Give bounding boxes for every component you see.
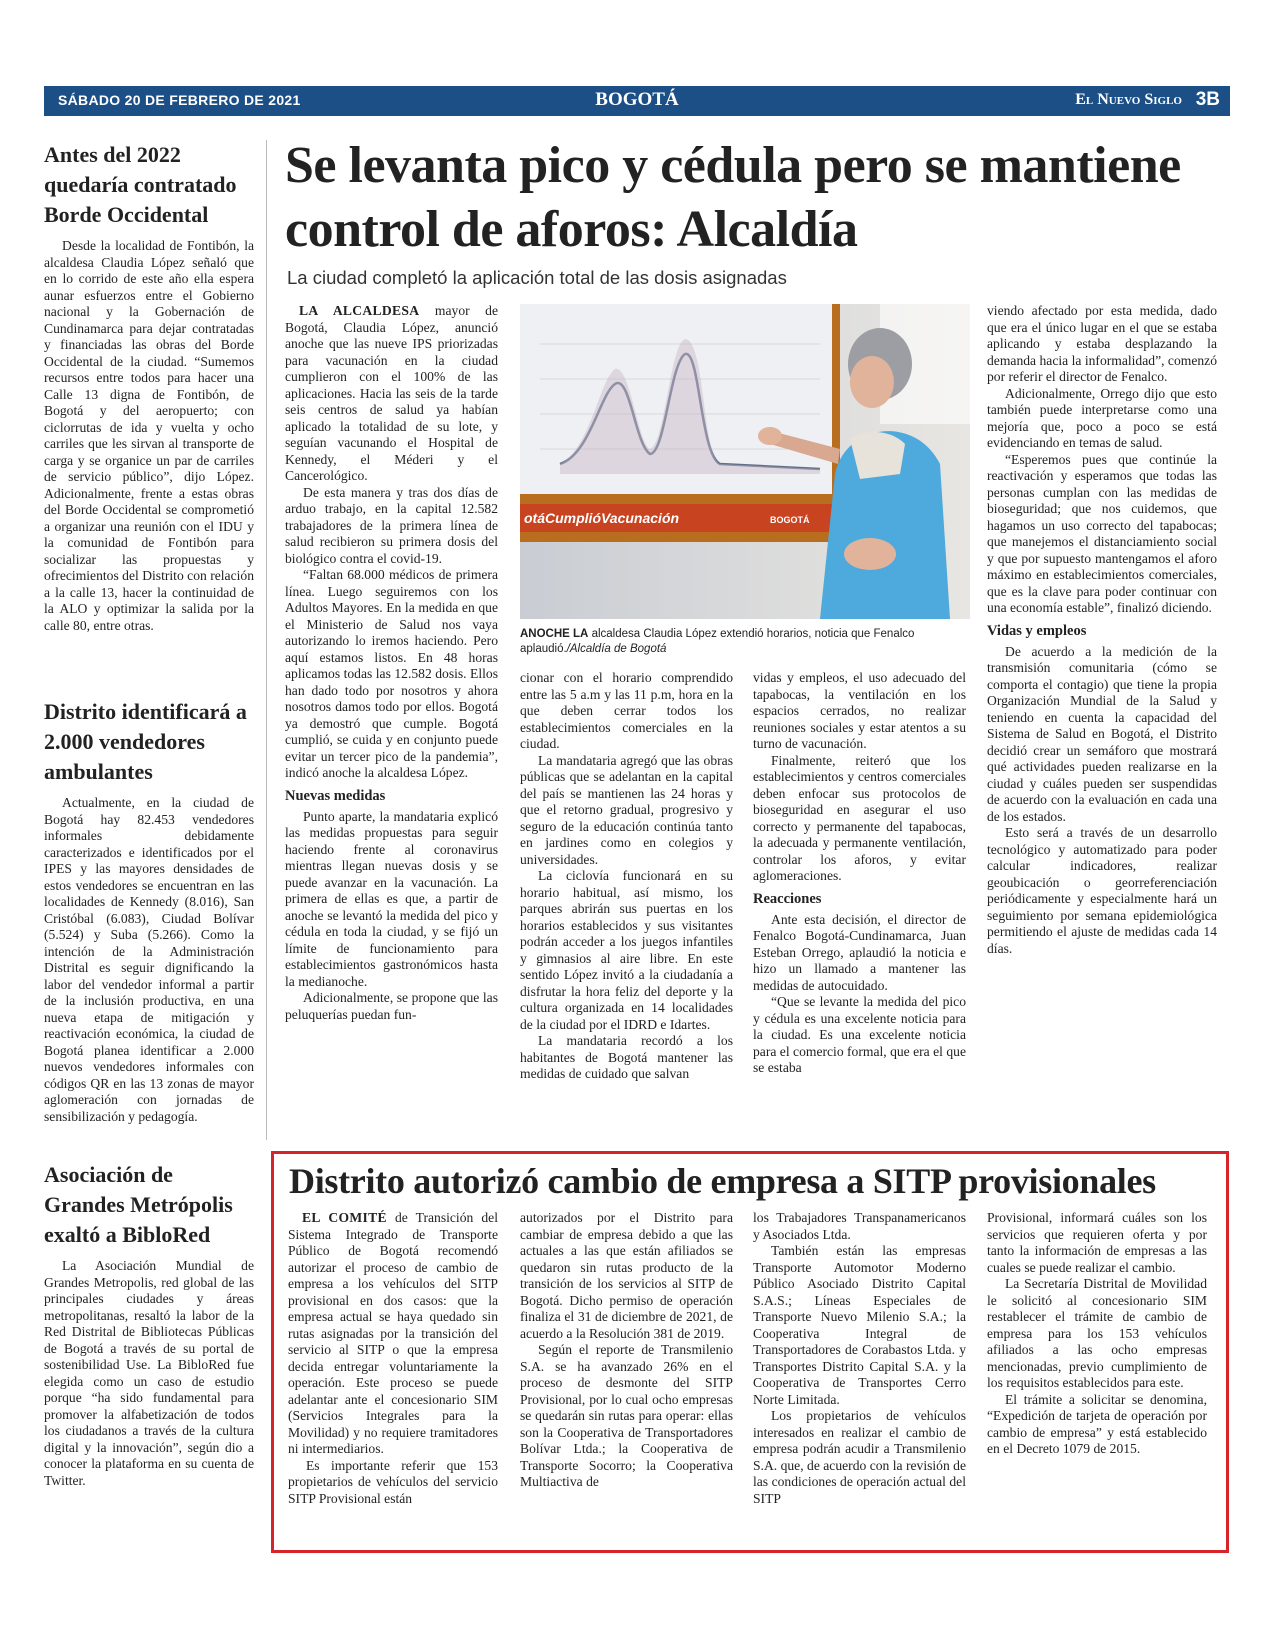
paragraph: Adicionalmente, se propone que las peluquerías puedan fun-	[285, 990, 498, 1022]
paragraph: La ciclovía funcionará en su horario habitual, así mismo, los parques abrirán sus puertas en los horarios establecidos y sus visitantes podrán acceder a los juegos infantiles y gimnasios al aire libre. En este sentido López invitó a la ciudadanía a disfrutar la hora feliz del deporte y la cultura organizada en 14 localidades de la ciudad por el IDRD e Idartes.	[520, 868, 733, 1032]
main-deck: La ciudad completó la aplicación total de las dosis asignadas	[287, 267, 787, 288]
screen-logo-text: BOGOTÁ	[770, 515, 810, 525]
main-column-3	[753, 670, 966, 1077]
masthead-bar	[44, 86, 1230, 116]
news-photo	[520, 304, 970, 619]
box-column-1	[288, 1210, 498, 1507]
paragraph: Ante esta decisión, el director de Fenalco Bogotá-Cundinamarca, Juan Esteban Orrego, aplaudió la noticia e hizo un llamado a mantener las medidas de autocuidado.	[753, 911, 966, 993]
page-number: 3B	[1195, 89, 1220, 110]
main-column-4	[987, 303, 1217, 957]
paragraph: De acuerdo a la medición de la transmisión comunitaria (cómo se comporta el contagio) que tiene la propia Organización Mundial de la Salud y teniendo en cuenta la capacidad del Sistema de Salud en Bogotá, el Distrito decidió crear un semáforo que mostrará qué actividades pueden realizarse en la ciudad y cuáles pueden ser suspendidas de acuerdo con la evaluación en cada una de los estados.	[987, 643, 1217, 824]
paragraph: “Que se levante la medida del pico y cédula es una excelente noticia para la ciudad. Es una excelente noticia para el comercio formal, que era el que se estaba	[753, 994, 966, 1075]
sidebar-body: Desde la localidad de Fontibón, la alcaldesa Claudia López señaló que en lo corrido de este año ella espera aunar esfuerzos entre el Gobierno nacional y la Gobernación de Cundinamarca para dejar contratadas y financiadas las obras del Borde Occidental de la ciudad. “Sumemos recursos entre todos para hacer una Calle 13 digna de Fontibón, de Bogotá y del aeropuerto; con ciclorrutas de ida y vuelta y ocho carriles que les sirvan al transporte de carga y se organice un par de carriles de servicio público”, dijo López. Adicionalmente, frente a estas obras del Borde Occidental se comprometió a organizar una reunión con el IDU y la comunidad de Fontibón para socializar las propuestas y ofrecimientos del Distrito con relación a la calle 13, hacer la continuidad de la ALO y optimizar la salida por la calle 80, entre otras.	[44, 238, 254, 633]
subheading: Nuevas medidas	[285, 787, 386, 804]
main-headline: Se levanta pico y cédula pero se mantiene control de aforos: Alcaldía	[285, 137, 1181, 258]
paragraph: los Trabajadores Transpanamericanos y Asociados Ltda.	[753, 1210, 966, 1242]
caption-text: alcaldesa Claudia López extendió horarios, noticia que Fenalco aplaudió.	[520, 628, 915, 655]
paragraph: viendo afectado por esta medida, dado que era el único lugar en el que se estaba aplicando y estaba desplazando la demanda hacia la informalidad”, comenzó por referir el director de Fenalco.	[987, 303, 1217, 384]
paragraph: Punto aparte, la mandataria explicó las medidas propuestas para seguir haciendo frente al coronavirus mientras llegan nuevas dosis y se puede avanzar en la vacunación. La primera de ellas es que, a partir de anoche se levantó la medida del pico y cédula en toda la ciudad, y se fijó un límite de funcionamiento para establecimientos gastronómicos hasta la medianoche.	[285, 808, 498, 989]
caption-lead: ANOCHE LA	[520, 628, 589, 640]
paragraph: La Secretaría Distrital de Movilidad le solicitó al concesionario SIM restablecer el trámite de cambio de empresa para los 153 vehículos afiliados a las ocho empresas mencionadas, previo cumplimiento de los requisitos establecidos para este.	[987, 1276, 1207, 1390]
paragraph: También están las empresas Transporte Automotor Moderno Público Asociado Distrito Capital S.A.S.; Líneas Especiales de Transporte Nuevo Milenio S.A.; la Cooperativa Integral de Transportadores de Corabastos Ltda. y Transportes Distrito Capital S.A. y la Cooperativa de Transportes Cerro Norte Limitada.	[753, 1243, 966, 1407]
lead-in: EL COMITÉ	[302, 1210, 387, 1225]
box-column-3	[753, 1210, 966, 1507]
issue-date: SÁBADO 20 DE FEBRERO DE 2021	[58, 92, 301, 108]
photo-caption	[520, 627, 960, 657]
sidebar-headline: Distrito identificará a 2.000 vendedores ambulantes	[44, 699, 247, 784]
paragraph: Esto será a través de un desarrollo tecnológico y automatizado para poder calcular indicadores, realizar geoubicación o georreferenciación periódicamente y especialmente hará un seguimiento por semana epidemiológica permitiendo el ajuste de medidas cada 14 días.	[987, 825, 1217, 956]
column-divider	[266, 140, 267, 1140]
paragraph: cionar con el horario comprendido entre las 5 a.m y las 11 p.m, hora en la que deben cerrar todos los establecimientos comerciales en la ciudad.	[520, 670, 733, 751]
sidebar-headline: Antes del 2022 quedaría contratado Borde Occidental	[44, 142, 237, 227]
sidebar-headline: Asociación de Grandes Metrópolis exaltó a BibloRed	[44, 1162, 233, 1247]
newspaper-name: El Nuevo Siglo	[1075, 91, 1182, 108]
paragraph: La mandataria agregó que las obras públicas que se adelantan en la capital del país se mantienen las 24 horas y que el retorno gradual, progresivo y seguro de la educación continúa tanto en jardines como en colegios y universidades.	[520, 752, 733, 867]
sidebar-story-vendedores	[44, 697, 254, 1125]
paragraph: El trámite a solicitar se denomina, “Expedición de tarjeta de operación por cambio de empresa” y está establecido en el Decreto 1079 de 2015.	[987, 1391, 1207, 1456]
paragraph: Provisional, informará cuáles son los servicios que requieren oferta y por tanto la información de empresas a las cuales se puede realizar el cambio.	[987, 1210, 1207, 1275]
paragraph: Adicionalmente, Orrego dijo que esto también puede interpretarse como una mejoría que, poco a poco se está evidenciando en temas de salud.	[987, 385, 1217, 450]
paragraph: mayor de Bogotá, Claudia López, anunció anoche que las nueve IPS priorizadas para vacunación en la ciudad cumplieron con el 100% de las aplicaciones. Hacia las seis de la tarde seis centros de salud ya habían aplicado la totalidad de su lote, y seguían vacunando el Hospital de Kennedy, el Méderi y el Cancerológico.	[285, 303, 499, 483]
paragraph: La mandataria recordó a los habitantes de Bogotá mantener las medidas de cuidado que salvan	[520, 1033, 733, 1081]
section-name: BOGOTÁ	[595, 89, 679, 110]
paragraph: “Faltan 68.000 médicos de primera línea. Luego seguiremos con los Adultos Mayores. En la medida en que el Ministerio de Salud nos vaya autorizando lo iremos haciendo. Pero aquí estamos listos. En 48 horas aplicamos todas las 12.582 dosis. Ellos han dado todo por nosotros y ahora nosotros damos todo por ellos. Bogotá ya demostró que cumple. Bogotá cumplió, se cuida y en conjunto puede evitar un tercer pico de la pandemia”, indicó anoche la alcaldesa López.	[285, 567, 498, 780]
paragraph: Finalmente, reiteró que los establecimientos y centros comerciales deben enfocar sus protocolos de bioseguridad en asegurar el uso correcto y permanente del tapabocas, la adecuada y permanente ventilación, controlar los aforos, y evitar aglomeraciones.	[753, 752, 966, 883]
screen-banner-text: otáCumplióVacunación	[524, 510, 680, 526]
box-headline: Distrito autorizó cambio de empresa a SITP provisionales	[289, 1161, 1156, 1201]
sidebar-story-biblored	[44, 1160, 254, 1489]
paragraph: “Esperemos pues que continúe la reactivación y esperamos que todas las personas cumplan con las medidas de bioseguridad; que nos cuidemos, que hagamos un uso correcto del tapabocas; que manejemos el distanciamiento social y que por supuesto mantengamos el aforo máximo en establecimientos comerciales, que es la clave para poder continuar con una economía estable”, finalizó diciendo.	[987, 451, 1217, 615]
paragraph: Los propietarios de vehículos interesados en realizar el cambio de empresa podrán acudir a Transmilenio S.A. que, de acuerdo con la revisión de las condiciones de operación actual del SITP	[753, 1408, 966, 1506]
paragraph: Según el reporte de Transmilenio S.A. se ha avanzado 26% en el proceso de desmonte del SITP Provisional, por lo cual ocho empresas se quedarán sin rutas para operar: ellas son la Cooperativa de Transportadores Bolívar Ltda.; la Cooperativa de Transporte Socorro; la Cooperativa Multiactiva de	[520, 1342, 733, 1489]
main-column-1	[285, 303, 498, 1023]
photo-illustration	[520, 304, 970, 619]
subheading: Reacciones	[753, 890, 822, 907]
sidebar-body: La Asociación Mundial de Grandes Metropolis, red global de las principales ciudades y áreas metropolitanas, resaltó la labor de la Red Distrital de Bibliotecas Públicas de Bogotá a través de su portal de sostenibilidad Use. La BibloRed fue elegida como un caso de estudio porque “ha sido fundamental para promover la alfabetización de todos los ciudadanos a través de la cultura digital y la innovación”, según dio a conocer la plataforma en su cuenta de Twitter.	[44, 1258, 254, 1488]
sidebar-body: Actualmente, en la ciudad de Bogotá hay 82.453 vendedores informales debidamente caracterizados e identificados por el IPES y las mayores densidades de estos vendedores se encuentran en las localidades de Kennedy (8.016), San Cristóbal (6.083), Ciudad Bolívar (5.524) y Suba (5.266). Como la intención de la Administración Distrital es seguir dignificando la labor del vendedor informal a partir de la inclusión productiva, en una nueva etapa de mitigación y reactivación económica, la ciudad de Bogotá planea identificar a 2.000 nuevos vendedores informales con códigos QR en las 13 zonas de mayor aglomeración con jornadas de sensibilización y pedagogía.	[44, 795, 254, 1124]
box-column-4	[987, 1210, 1207, 1458]
paragraph: De esta manera y tras dos días de arduo trabajo, en la capital 12.582 trabajadores de la primera línea de salud recibieron su primera dosis del biológico contra el covid-19.	[285, 484, 498, 566]
paragraph: autorizados por el Distrito para cambiar de empresa debido a que las actuales a las que están afiliados se quedaron sin rutas producto de la transición de los servicios al SITP de Bogotá. Dicho permiso de operación finaliza el 31 de diciembre de 2021, de acuerdo a la Resolución 381 de 2019.	[520, 1210, 733, 1341]
main-column-2	[520, 670, 733, 1083]
lead-in: LA ALCALDESA	[299, 303, 420, 318]
box-column-2	[520, 1210, 733, 1491]
paragraph: de Transición del Sistema Integrado de Transporte Público de Bogotá recomendó autorizar el proceso de cambio de empresa a los vehículos del SITP provisional en dos casos: que la empresa actual se haya quedado sin rutas asignadas por la transición del servicio al SITP o que la empresa decida entregar voluntariamente la operación. Este proceso se puede adelantar ante el concesionario SIM (Servicios Integrales para la Movilidad) y no requiere tramitadores ni intermediarios.	[288, 1210, 498, 1456]
sidebar-story-borde-occidental	[44, 140, 254, 634]
paragraph: vidas y empleos, el uso adecuado del tapabocas, la ventilación en los espacios cerrados, no realizar reuniones sociales y estar atentos a su turno de vacunación.	[753, 670, 966, 751]
photo-credit: /Alcaldía de Bogotá	[566, 643, 667, 655]
subheading: Vidas y empleos	[987, 622, 1087, 639]
paragraph: Es importante referir que 153 propietarios de vehículos del servicio SITP Provisional están	[288, 1457, 498, 1506]
